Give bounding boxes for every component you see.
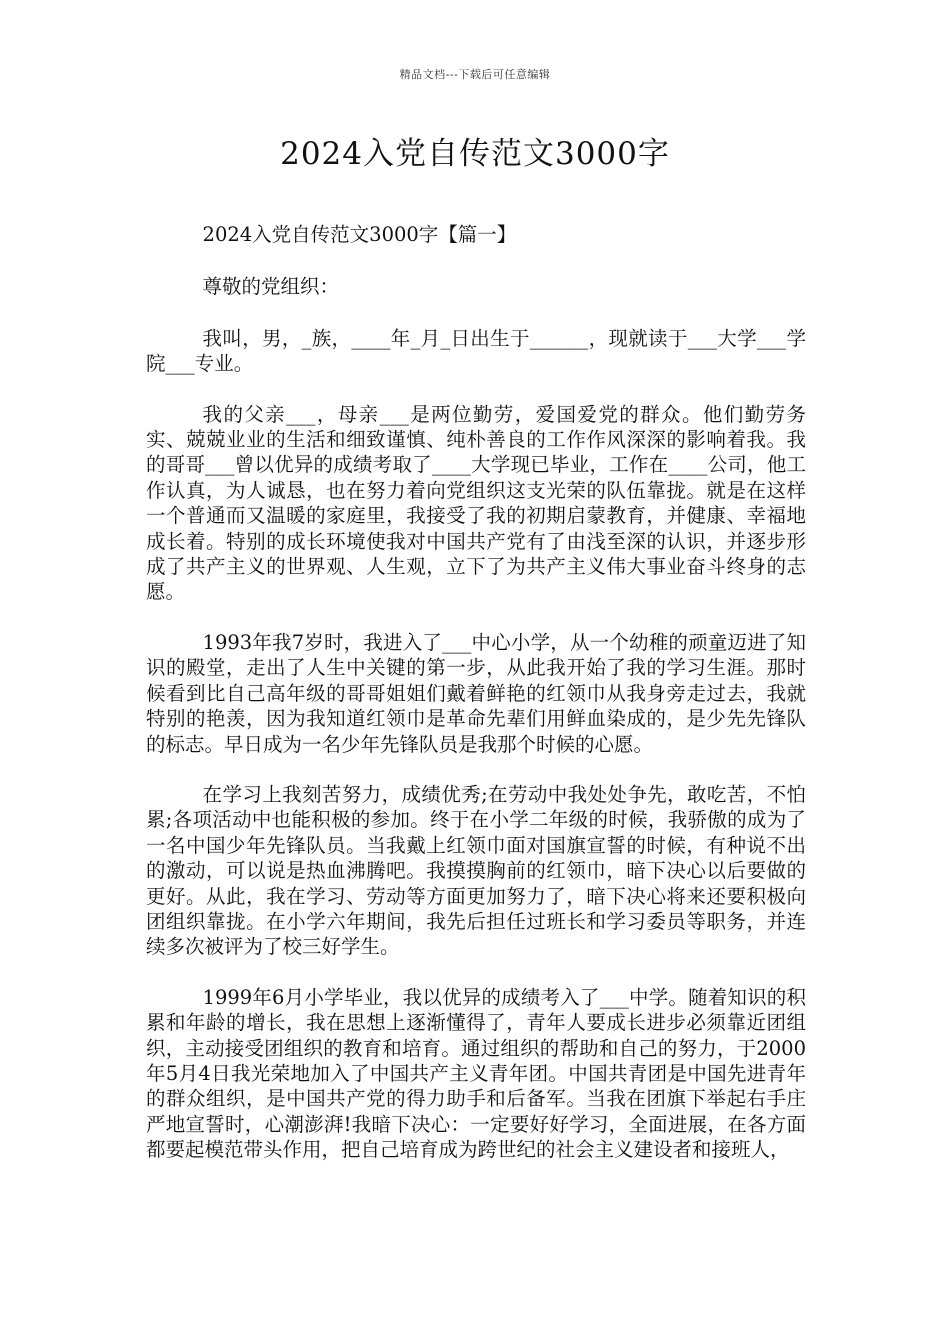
paragraph: 我叫，男，_族，____年_月_日出生于______，现就读于___大学___学院___专业。 (146, 326, 806, 376)
document-body (146, 222, 806, 1188)
paragraph: 1993年我7岁时，我进入了___中心小学，从一个幼稚的顽童迈进了知识的殿堂，走出了人生中关键的第一步，从此我开始了我的学习生涯。那时候看到比自己高年级的哥哥姐姐们戴着鲜艳的红领巾从我身旁走过去，我就特别的艳羡，因为我知道红领巾是革命先辈们用鲜血染成的，是少先先锋队的标志。早日成为一名少年先锋队员是我那个时候的心愿。 (146, 630, 806, 756)
salutation: 尊敬的党组织： (202, 275, 340, 299)
paragraph: 在学习上我刻苦努力，成绩优秀;在劳动中我处处争先，敢吃苦，不怕累;各项活动中也能积极的参加。终于在小学二年级的时候，我骄傲的成为了一名中国少年先锋队员。当我戴上红领巾面对国旗宣誓的时候，有种说不出的激动，可以说是热血沸腾吧。我摸摸胸前的红领巾，暗下决心以后要做的更好。从此，我在学习、劳动等方面更加努力了，暗下决心将来还要积极向团组织靠拢。在小学六年期间，我先后担任过班长和学习委员等职务，并连续多次被评为了校三好学生。 (146, 782, 806, 959)
document-title: 2024入党自传范文3000字 (280, 136, 670, 172)
section-heading: 2024入党自传范文3000字【篇一】 (202, 223, 517, 246)
paragraph: 1999年6月小学毕业，我以优异的成绩考入了___中学。随着知识的积累和年龄的增长，我在思想上逐渐懂得了，青年人要成长进步必须靠近团组织，主动接受团组织的教育和培育。通过组织的帮助和自己的努力，于2000年5月4日我光荣地加入了中国共产主义青年团。中国共青团是中国先进青年的群众组织，是中国共产党的得力助手和后备军。当我在团旗下举起右手庄严地宣誓时，心潮澎湃!我暗下决心：一定要好好学习，全面进展，在各方面都要起模范带头作用，把自己培育成为跨世纪的社会主义建设者和接班人， (146, 985, 806, 1162)
paragraph: 我的父亲___，母亲___是两位勤劳，爱国爱党的群众。他们勤劳务实、兢兢业业的生活和细致谨慎、纯朴善良的工作作风深深的影响着我。我的哥哥___曾以优异的成绩考取了____大学现已毕业，工作在____公司，他工作认真，为人诚恳，也在努力着向党组织这支光荣的队伍靠拢。就是在这样一个普通而又温暖的家庭里，我接受了我的初期启蒙教育，并健康、幸福地成长着。特别的成长环境使我对中国共产党有了由浅至深的认识，并逐步形成了共产主义的世界观、人生观，立下了为共产主义伟大事业奋斗终身的志愿。 (146, 402, 806, 604)
page-header-note: 精品文档---下载后可任意编辑 (399, 68, 551, 81)
